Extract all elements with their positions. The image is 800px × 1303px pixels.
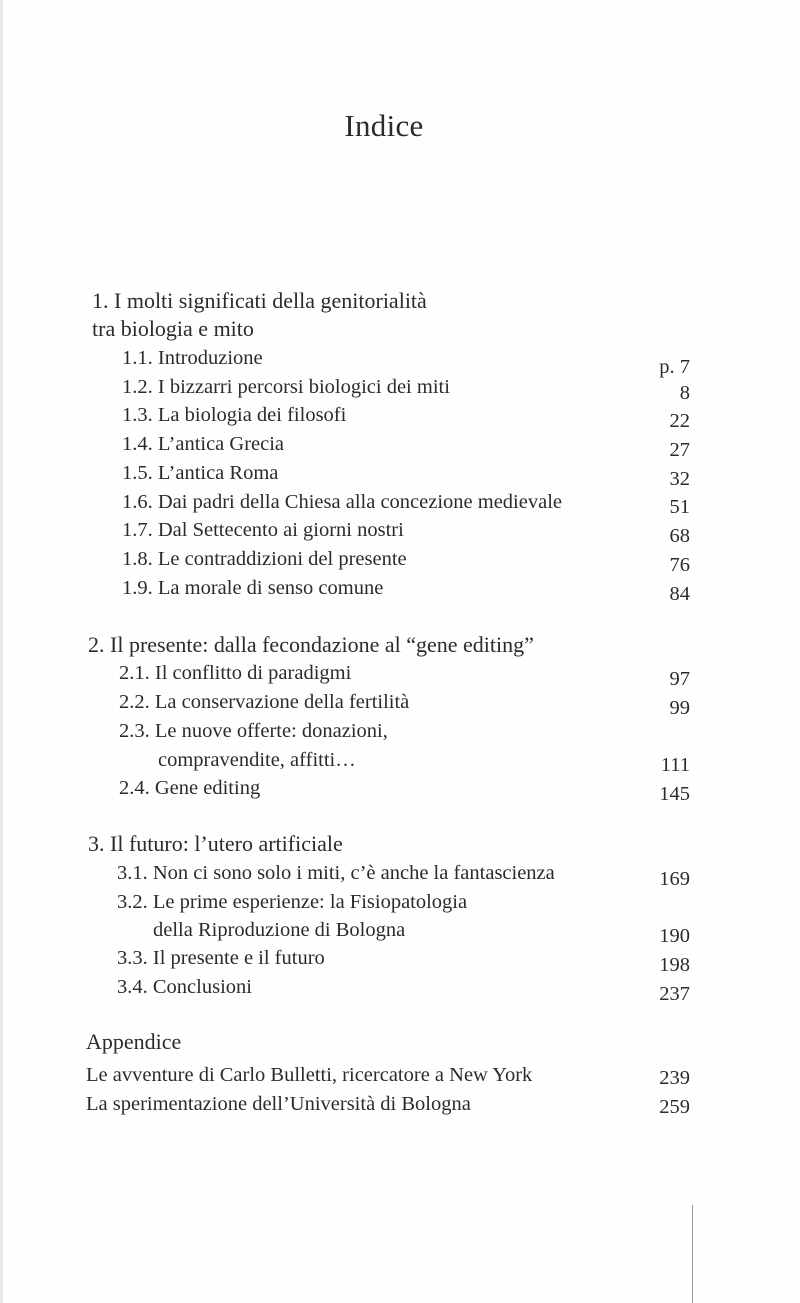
section-1-2-title: 1.2. I bizzarri percorsi biologici dei miti — [122, 376, 450, 398]
page-left-edge — [0, 0, 3, 1303]
section-1-6-page: 51 — [669, 496, 690, 518]
section-3-3-page: 198 — [659, 954, 690, 976]
section-3-3-title: 3.3. Il presente e il futuro — [117, 947, 325, 969]
section-1-1-title: 1.1. Introduzione — [122, 347, 263, 369]
section-1-9-title: 1.9. La morale di senso comune — [122, 577, 384, 599]
section-3-2-page: 190 — [659, 925, 690, 947]
section-2-3-title-line-2: compravendite, affitti… — [158, 749, 356, 771]
page-title: Indice — [344, 108, 424, 143]
section-1-8-title: 1.8. Le contraddizioni del presente — [122, 548, 407, 570]
section-1-1-page: p. 7 — [659, 356, 690, 378]
section-3-4-page: 237 — [659, 983, 690, 1005]
section-1-3-title: 1.3. La biologia dei filosofi — [122, 404, 347, 426]
section-2-4-title: 2.4. Gene editing — [119, 777, 261, 799]
chapter-1-heading-line-1: 1. I molti significati della genitorialità — [92, 288, 427, 313]
appendix-heading: Appendice — [86, 1029, 182, 1054]
section-2-4-page: 145 — [659, 783, 690, 805]
section-3-4-title: 3.4. Conclusioni — [117, 976, 252, 998]
section-2-2-page: 99 — [669, 697, 690, 719]
section-1-5-title: 1.5. L’antica Roma — [122, 462, 279, 484]
section-1-9-page: 84 — [669, 583, 690, 605]
section-3-2-title-line-1: 3.2. Le prime esperienze: la Fisiopatologia — [117, 891, 468, 913]
chapter-2-heading: 2. Il presente: dalla fecondazione al “gene editing” — [88, 632, 534, 657]
section-1-2-page: 8 — [679, 382, 690, 404]
section-1-7-title: 1.7. Dal Settecento ai giorni nostri — [122, 519, 404, 541]
section-2-1-page: 97 — [669, 668, 690, 690]
section-3-1-page: 169 — [659, 868, 690, 890]
section-1-3-page: 22 — [669, 410, 690, 432]
page-edge-line — [692, 1205, 693, 1303]
section-1-5-page: 32 — [669, 468, 690, 490]
section-1-4-title: 1.4. L’antica Grecia — [122, 433, 285, 455]
appendix-item-2-page: 259 — [659, 1096, 690, 1118]
section-1-4-page: 27 — [669, 439, 690, 461]
section-1-8-page: 76 — [669, 554, 690, 576]
appendix-item-1-page: 239 — [659, 1067, 690, 1089]
section-2-3-title-line-1: 2.3. Le nuove offerte: donazioni, — [119, 720, 388, 742]
section-1-6-title: 1.6. Dai padri della Chiesa alla concezione medievale — [122, 491, 562, 513]
section-2-1-title: 2.1. Il conflitto di paradigmi — [119, 662, 352, 684]
section-3-1-title: 3.1. Non ci sono solo i miti, c’è anche la fantascienza — [117, 862, 555, 884]
appendix-item-2-title: La sperimentazione dell’Università di Bologna — [86, 1093, 471, 1115]
section-2-3-page: 111 — [660, 754, 690, 776]
chapter-3-heading: 3. Il futuro: l’utero artificiale — [88, 831, 343, 856]
chapter-1-heading-line-2: tra biologia e mito — [92, 316, 254, 341]
section-1-7-page: 68 — [669, 525, 690, 547]
section-2-2-title: 2.2. La conservazione della fertilità — [119, 691, 410, 713]
section-3-2-title-line-2: della Riproduzione di Bologna — [153, 919, 406, 941]
appendix-item-1-title: Le avventure di Carlo Bulletti, ricercatore a New York — [86, 1064, 533, 1086]
